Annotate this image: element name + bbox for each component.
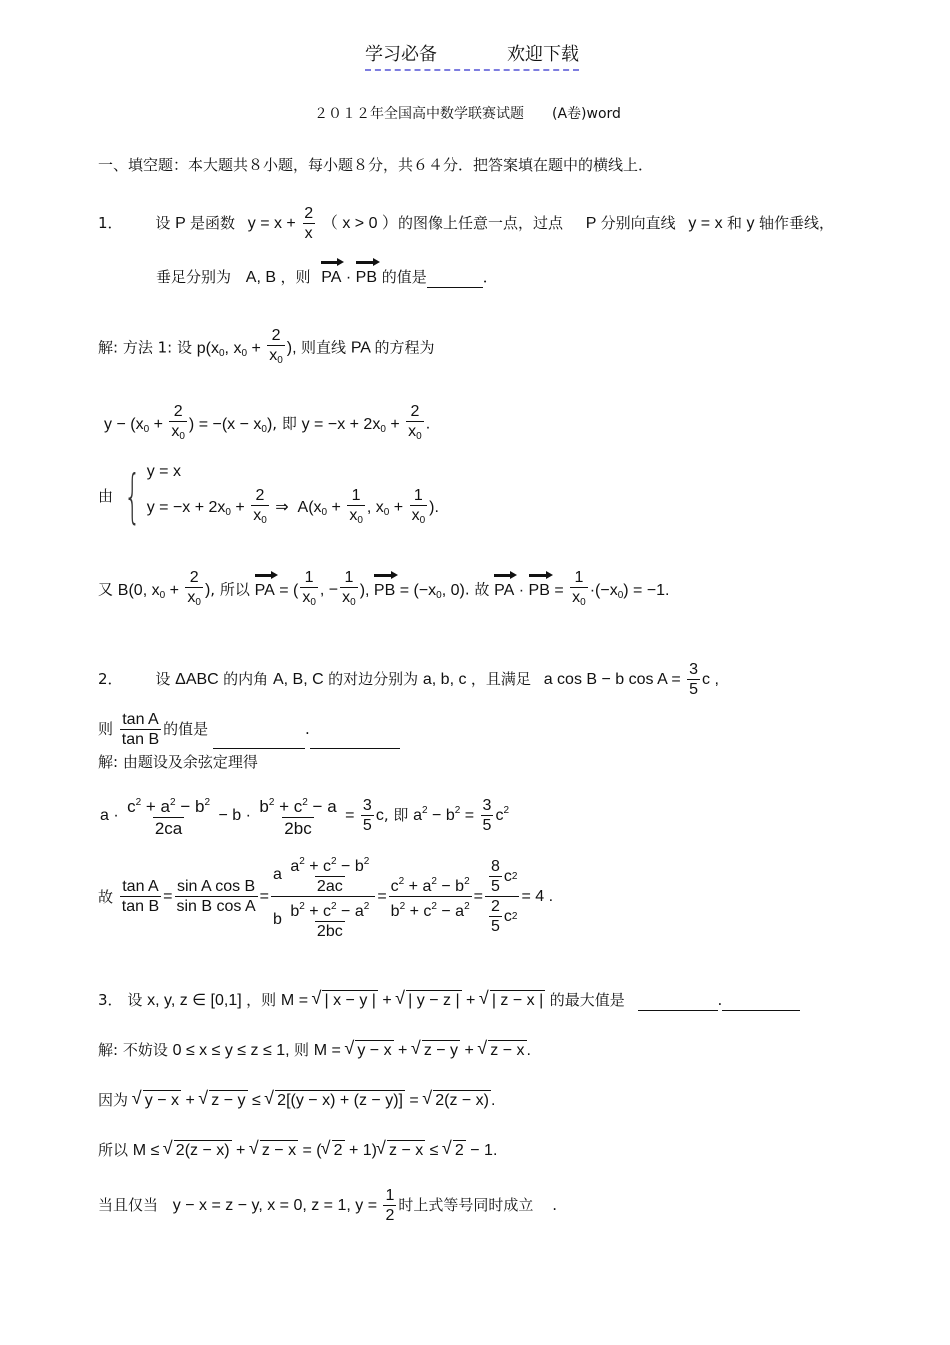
math: P xyxy=(175,215,190,232)
q1-text: ． xyxy=(482,268,498,286)
fraction: $\frac{2}{x_0}$ xyxy=(267,326,285,370)
math: A, B, C xyxy=(272,671,329,688)
section-heading: 一、填空题：本大题共８小题，每小题８分，共６４分．把答案填在题中的横线上． xyxy=(98,156,654,174)
math: x, y, z ∈ [0,1] xyxy=(147,992,247,1009)
q1-text: 垂足分别为 xyxy=(156,268,232,286)
math: √ y − x + √ z − y ≤ √ 2[(y − x) + (z − y)] = √ 2(z − x) . xyxy=(133,1092,496,1109)
math: a, b, c xyxy=(422,671,471,688)
fraction: $\frac{2}{x}$ xyxy=(304,205,314,242)
math: = 4 . xyxy=(521,888,554,905)
solution-3-line-3 xyxy=(98,1140,497,1161)
solution-3-line-2 xyxy=(98,1090,495,1111)
header-right: 欢迎下载 xyxy=(507,44,579,65)
fraction: $\frac{\text{sin A cos B}}{\text{sin B cos A}}$ xyxy=(176,878,256,915)
math: c , xyxy=(702,671,719,688)
math: a · xyxy=(100,807,124,824)
math: $a^2 - b^2$ = xyxy=(413,805,479,824)
math: = xyxy=(473,888,483,905)
s3-text: 时上式等号同时成立 xyxy=(398,1196,534,1214)
fraction: $\frac{\text{tan A}}{\text{tan B}}$ xyxy=(121,878,160,915)
fraction: $\frac{c^2 + a^2 - b^2}{b^2 + c^2 - a^2}$ xyxy=(390,876,470,920)
math: y = x + xyxy=(247,215,301,232)
math: M = √ y − x + √ z − y + √ z − x . xyxy=(314,1042,531,1059)
q3-text: . xyxy=(717,991,723,1009)
solution-1-line-3 xyxy=(98,462,439,530)
math: PA xyxy=(350,339,375,357)
answer-blank xyxy=(722,1010,800,1011)
solution-1-line-2 xyxy=(104,402,430,446)
math: PA · PB xyxy=(321,269,377,286)
fraction: $\frac{1}{x_0}$ xyxy=(340,568,358,612)
s1-text: , 所以 xyxy=(210,580,250,599)
math: = xyxy=(163,888,173,905)
header-left: 学习必备 xyxy=(365,44,437,65)
q1-text: 轴作垂线， xyxy=(758,214,834,232)
question-1-line-1 xyxy=(98,204,834,243)
s3-text: 所以 xyxy=(98,1141,129,1159)
q2-text: 设 xyxy=(155,670,171,688)
math: a cos B − b cos A = xyxy=(543,671,686,688)
math: $y - (x_0$ + xyxy=(104,415,168,435)
math: y xyxy=(742,215,759,232)
s3-text: 解: 不妨设 xyxy=(98,1041,168,1059)
math: $y = -x + 2x_0$ + xyxy=(301,415,405,435)
s3-text: 则 xyxy=(293,1041,309,1059)
q1-text: ，则 xyxy=(280,268,311,286)
math: M ≤ √ 2(z − x) + √ z − x = (√ 2 + 1)√ z − x ≤ √ 2 − 1. xyxy=(133,1142,498,1159)
s1-text: 的方程为 xyxy=(374,338,435,357)
question-2-line-2 xyxy=(98,710,400,749)
math: B(0, $x_0$ + xyxy=(117,581,184,601)
math: y − x = z − y, x = 0, z = 1, y = xyxy=(172,1197,382,1214)
answer-blank xyxy=(310,748,400,749)
document-title: ２０１２年全国高中数学联赛试题 (A卷)word xyxy=(314,106,621,122)
fraction: $\frac{2}{x_0}$ xyxy=(169,402,187,446)
q2-text: 的对边分别为 xyxy=(328,670,419,688)
q1-text: 是函数 xyxy=(189,214,235,232)
math: PA = ( xyxy=(254,581,299,599)
s3-text: 当且仅当 xyxy=(98,1196,159,1214)
s2-text: 故 xyxy=(98,887,114,906)
math: − b · xyxy=(214,807,256,824)
q3-text: 的最大值是 xyxy=(549,991,625,1009)
question-1-line-2 xyxy=(156,267,498,288)
math: = xyxy=(259,888,269,905)
fraction: $\frac{1}{x_0}$ xyxy=(570,568,588,612)
s3-text: 因为 xyxy=(98,1091,129,1109)
math: $\cdot(-x_0) = -1$. xyxy=(589,581,670,601)
math: PA · PB = xyxy=(494,581,569,599)
fraction: $\frac{1}{x_0}$ xyxy=(300,568,318,612)
q2-text: 则 xyxy=(98,720,114,738)
q2-text: 的内角 xyxy=(223,670,269,688)
solution-1-line-4: 又 B(0, $x_0$ + $\frac{2}{x_0}$ ), 所以 PA = ( $\frac{1}{x_0}$ , − $\frac{1}{x_0}$ ), PB = ($-x_0$, 0). 故 PA · PB = $\frac{1}{x_0}$ $\cdot(-x_0) = -1$. xyxy=(98,568,670,612)
s1-text: , 即 xyxy=(272,414,297,433)
solution-1-line-1 xyxy=(98,326,435,370)
s1-text: 则直线 xyxy=(301,338,347,357)
math: ), PB = ($-x_0$, 0) xyxy=(359,581,465,601)
q2-text: . xyxy=(304,720,310,738)
math: （ x > 0 ） xyxy=(321,215,398,232)
fraction: $\frac{\text{tan A}}{\text{tan B}}$ xyxy=(121,711,160,748)
solution-2-line-1: 解: 由题设及余弦定理得 xyxy=(98,753,258,771)
fraction: $\frac{3}{5}$ xyxy=(689,661,699,698)
compound-fraction: $\frac{8}{5}$ c 2 $\frac{2}{5}$ c 2 xyxy=(485,857,519,936)
fraction: $\frac{b^2 + c^2 - a}{2bc}$ xyxy=(259,797,337,838)
equation-system: { y = x $y = -x + 2x_0$ + $\frac{2}{x_0}$ ⇒ $A(x_0$ + $\frac{1}{x_0}$ , $x_0$ + $\frac{1}{x_0}$ ). xyxy=(123,462,439,530)
q1-text: 的值是 xyxy=(381,268,427,286)
q1-text: 和 xyxy=(727,214,743,232)
math: ), xyxy=(286,339,302,357)
math: $p(x_0$, $x_0$ + xyxy=(196,339,266,359)
q1-text: 分别向直线 xyxy=(600,214,676,232)
question-3-number: 3． xyxy=(98,991,123,1009)
math: ΔABC xyxy=(175,671,224,688)
answer-blank xyxy=(638,1010,718,1011)
math: . xyxy=(425,415,431,433)
solution-2-line-2 xyxy=(100,792,509,839)
question-2-number: 2． xyxy=(98,670,123,688)
s1-text: . 故 xyxy=(464,580,490,599)
q3-text: 设 xyxy=(127,991,143,1009)
solution-3-line-4 xyxy=(98,1186,557,1225)
page-header xyxy=(365,40,579,71)
math: ) = $-(x - x_0)$ xyxy=(188,415,273,435)
math: c xyxy=(375,807,384,824)
q3-text: ，则 xyxy=(246,991,277,1009)
math: M = √ | x − y | + √ | y − z | + √ | z − x | xyxy=(281,992,550,1009)
math: P xyxy=(585,215,601,232)
fraction: $\frac{3}{5}$ xyxy=(362,797,372,834)
q2-text: 的值是 xyxy=(163,720,209,738)
solution-3-line-1 xyxy=(98,1040,531,1061)
answer-blank xyxy=(213,748,305,749)
s2-text: , 即 xyxy=(383,806,409,824)
math: = xyxy=(340,807,359,824)
s1-text: 解: 方法 1: 设 xyxy=(98,338,192,357)
answer-blank xyxy=(427,287,483,288)
solution-2-line-3 xyxy=(98,852,553,941)
fraction: $\frac{c^2 + a^2 - b^2}{2ca}$ xyxy=(127,797,210,838)
math: $c^2$ xyxy=(495,805,510,824)
s3-text: . xyxy=(552,1196,557,1214)
math: ) xyxy=(204,581,211,599)
question-1-number: 1． xyxy=(98,214,123,232)
math: y = x xyxy=(688,215,728,232)
fraction: $\frac{1}{2}$ xyxy=(385,1187,395,1224)
s1-text: 由 xyxy=(98,487,114,505)
fraction: $\frac{2}{x_0}$ xyxy=(185,568,203,612)
s1-text: 又 xyxy=(98,580,114,599)
q1-text: 设 xyxy=(155,214,171,232)
fraction: $\frac{2}{x_0}$ xyxy=(406,402,424,446)
math: 0 ≤ x ≤ y ≤ z ≤ 1, xyxy=(172,1042,294,1059)
math: A, B xyxy=(245,269,281,286)
compound-fraction: a $\frac{a^2 + c^2 - b^2}{2ac}$ b $\frac{b^2 + c^2 - a^2}{2bc}$ xyxy=(271,852,375,941)
q1-text: 的图像上任意一点，过点 xyxy=(397,214,563,232)
math: = xyxy=(377,888,387,905)
q2-text: ，且满足 xyxy=(470,670,531,688)
fraction: $\frac{3}{5}$ xyxy=(482,797,492,834)
question-3-line-1 xyxy=(98,990,800,1011)
question-2-line-1 xyxy=(98,660,719,699)
